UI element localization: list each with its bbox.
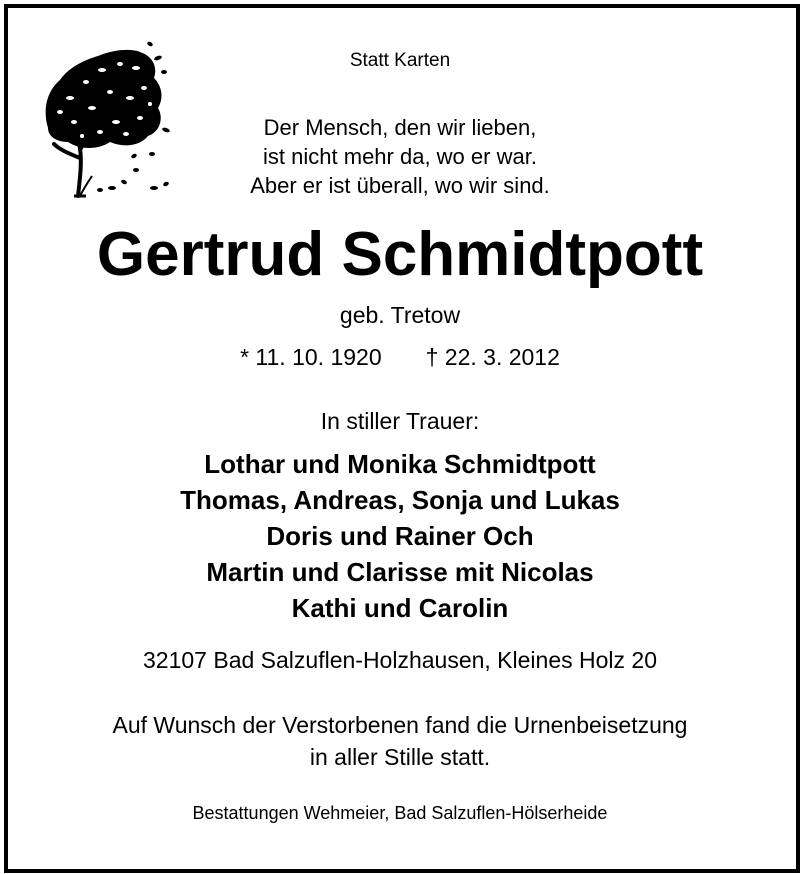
mourning-intro: In stiller Trauer: (320, 408, 480, 434)
mourner-line: Thomas, Andreas, Sonja und Lukas (180, 485, 620, 515)
maiden-name: geb. Tretow (339, 302, 461, 328)
death-date: † 22. 3. 2012 (425, 344, 560, 370)
poem-line: ist nicht mehr da, wo er war. (263, 144, 537, 169)
deceased-name: Gertrud Schmidtpott (96, 220, 704, 289)
birth-date: * 11. 10. 1920 (240, 344, 382, 370)
poem (0, 113, 800, 200)
mourners-list (0, 446, 800, 626)
mourner-line: Lothar und Monika Schmidtpott (204, 449, 596, 479)
poem-line: Aber er ist überall, wo wir sind. (250, 173, 550, 198)
mourner-line: Doris und Rainer Och (266, 521, 534, 551)
undertaker: Bestattungen Wehmeier, Bad Salzuflen-Hölserheide (192, 803, 608, 823)
burial-note (0, 709, 800, 773)
burial-note-line: in aller Stille statt. (309, 744, 491, 770)
life-dates (0, 344, 800, 371)
poem-line: Der Mensch, den wir lieben, (263, 115, 537, 140)
address: 32107 Bad Salzuflen-Holzhausen, Kleines Holz 20 (143, 647, 657, 673)
mourner-line: Kathi und Carolin (291, 593, 509, 623)
burial-note-line: Auf Wunsch der Verstorbenen fand die Urnenbeisetzung (112, 712, 688, 738)
mourner-line: Martin und Clarisse mit Nicolas (206, 557, 594, 587)
kicker: Statt Karten (349, 50, 451, 71)
